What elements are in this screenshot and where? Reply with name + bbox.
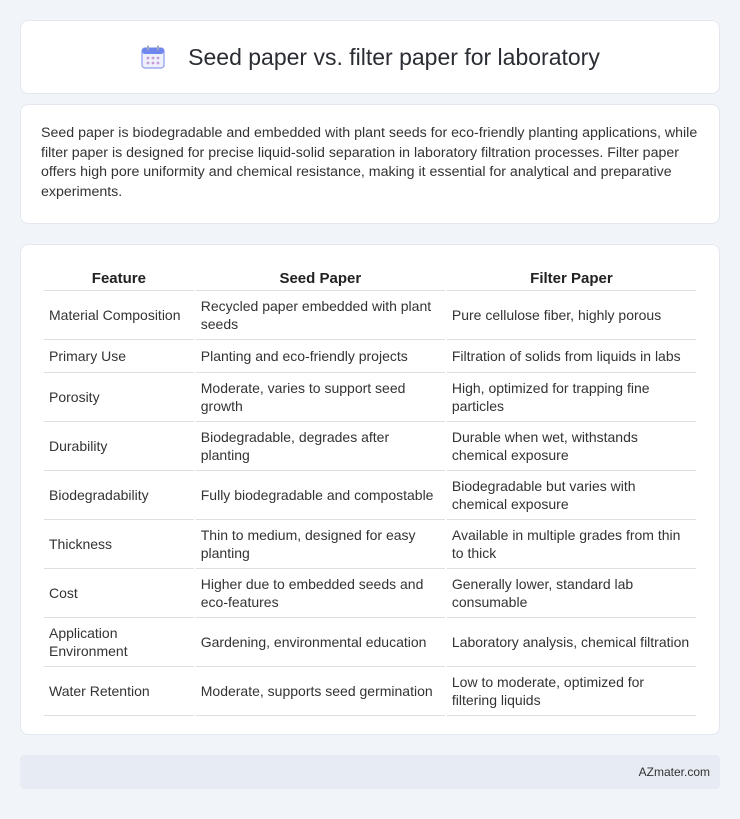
column-header-seed-paper: Seed Paper — [196, 263, 445, 291]
footer — [20, 755, 720, 789]
calendar-icon — [140, 44, 166, 70]
column-header-feature: Feature — [44, 263, 194, 291]
seed-paper-cell: Gardening, environmental education — [196, 618, 445, 667]
seed-paper-cell: Thin to medium, designed for easy planting — [196, 520, 445, 569]
filter-paper-cell: Biodegradable but varies with chemical exposure — [447, 471, 696, 520]
filter-paper-cell: Durable when wet, withstands chemical exposure — [447, 422, 696, 471]
feature-cell: Biodegradability — [44, 471, 194, 520]
table-row — [44, 667, 696, 716]
intro-card — [20, 104, 720, 224]
feature-cell: Application Environment — [44, 618, 194, 667]
table-row — [44, 569, 696, 618]
table-row — [44, 340, 696, 373]
filter-paper-cell: Available in multiple grades from thin to thick — [447, 520, 696, 569]
seed-paper-cell: Moderate, varies to support seed growth — [196, 373, 445, 422]
feature-cell: Porosity — [44, 373, 194, 422]
feature-cell: Durability — [44, 422, 194, 471]
comparison-table-card — [20, 244, 720, 735]
seed-paper-cell: Planting and eco-friendly projects — [196, 340, 445, 373]
intro-paragraph: Seed paper is biodegradable and embedded with plant seeds for eco-friendly planting applications, while filter paper is designed for precise liquid-solid separation in laboratory filtration processes. Filter paper offers high pore uniformity and chemical resistance, making it essential for analytical and preparative experiments. — [41, 125, 698, 200]
page-title: Seed paper vs. filter paper for laboratory — [188, 43, 600, 70]
feature-cell: Cost — [44, 569, 194, 618]
feature-cell: Water Retention — [44, 667, 194, 716]
table-row — [44, 422, 696, 471]
feature-cell: Material Composition — [44, 291, 194, 340]
table-row — [44, 291, 696, 340]
footer-brand[interactable]: AZmater.com — [638, 765, 710, 779]
filter-paper-cell: Generally lower, standard lab consumable — [447, 569, 696, 618]
filter-paper-cell: Filtration of solids from liquids in labs — [447, 340, 696, 373]
seed-paper-cell: Biodegradable, degrades after planting — [196, 422, 445, 471]
filter-paper-cell: Laboratory analysis, chemical filtration — [447, 618, 696, 667]
comparison-table — [42, 263, 698, 716]
table-row — [44, 373, 696, 422]
seed-paper-cell: Higher due to embedded seeds and eco-features — [196, 569, 445, 618]
filter-paper-cell: High, optimized for trapping fine particles — [447, 373, 696, 422]
feature-cell: Thickness — [44, 520, 194, 569]
filter-paper-cell: Pure cellulose fiber, highly porous — [447, 291, 696, 340]
table-row — [44, 520, 696, 569]
seed-paper-cell: Recycled paper embedded with plant seeds — [196, 291, 445, 340]
feature-cell: Primary Use — [44, 340, 194, 373]
seed-paper-cell: Fully biodegradable and compostable — [196, 471, 445, 520]
filter-paper-cell: Low to moderate, optimized for filtering liquids — [447, 667, 696, 716]
table-header-row — [44, 263, 696, 291]
title-card — [20, 20, 720, 94]
column-header-filter-paper: Filter Paper — [447, 263, 696, 291]
seed-paper-cell: Moderate, supports seed germination — [196, 667, 445, 716]
table-row — [44, 471, 696, 520]
table-row — [44, 618, 696, 667]
